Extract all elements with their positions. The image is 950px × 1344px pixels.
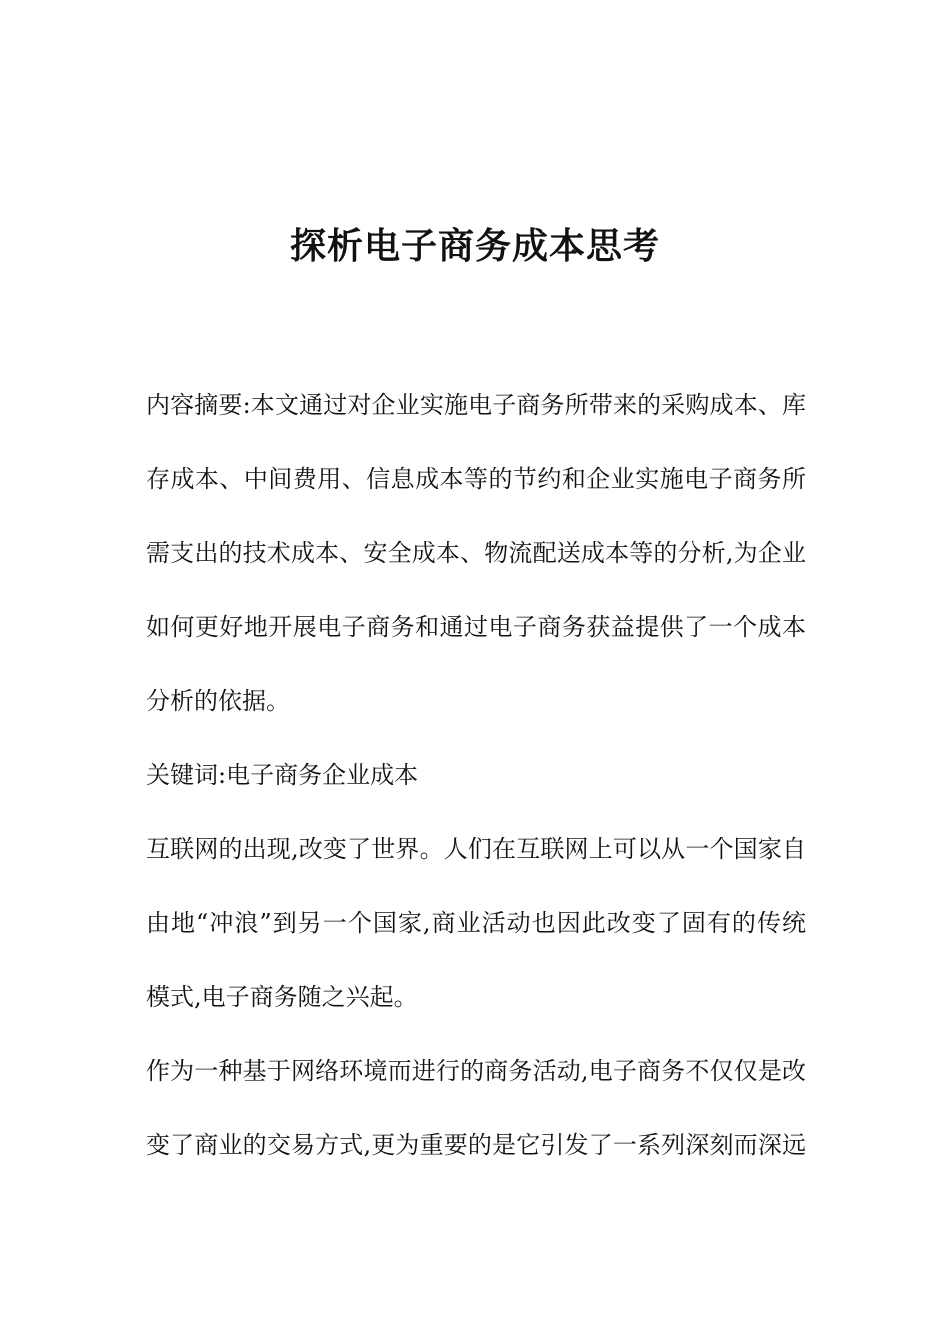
body-line-2: 由地“冲浪”到另一个国家,商业活动也因此改变了固有的传统 [146,909,806,937]
keywords-line: 关键词:电子商务企业成本 [146,761,419,789]
document-title: 探析电子商务成本思考 [289,226,660,267]
abstract-line-5: 分析的依据。 [146,687,290,715]
abstract-line-2: 存成本、中间费用、信息成本等的节约和企业实施电子商务所 [146,465,806,493]
abstract-line-1: 内容摘要:本文通过对企业实施电子商务所带来的采购成本、库 [146,391,806,419]
body-line-4: 作为一种基于网络环境而进行的商务活动,电子商务不仅仅是改 [146,1057,806,1085]
abstract-line-4: 如何更好地开展电子商务和通过电子商务获益提供了一个成本 [146,613,806,641]
body-line-5: 变了商业的交易方式,更为重要的是它引发了一系列深刻而深远 [146,1131,806,1159]
abstract-line-3: 需支出的技术成本、安全成本、物流配送成本等的分析,为企业 [146,539,806,567]
body-line-3: 模式,电子商务随之兴起。 [146,983,418,1011]
body-line-1: 互联网的出现,改变了世界。人们在互联网上可以从一个国家自 [146,835,806,863]
